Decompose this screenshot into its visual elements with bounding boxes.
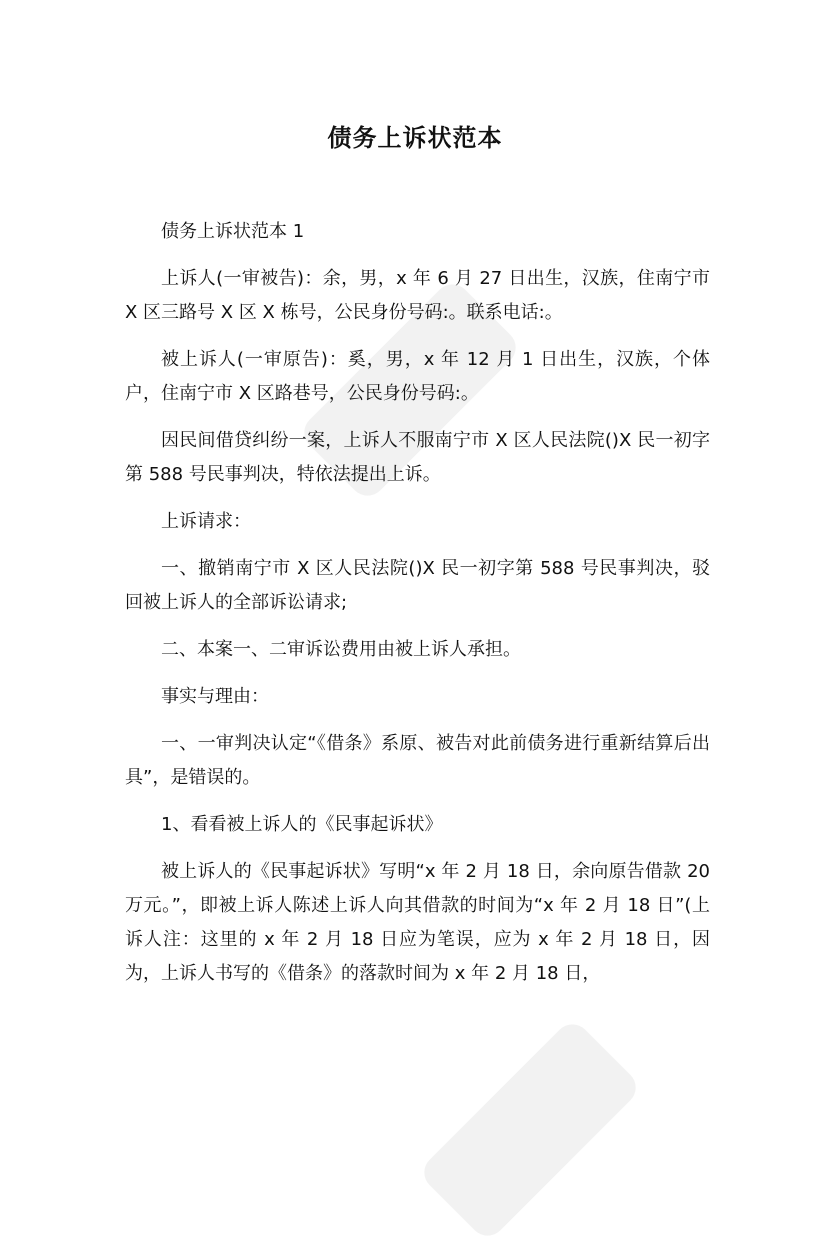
paragraph-appeal-requests-heading: 上诉请求： (161, 511, 251, 532)
watermark-shape (417, 1017, 643, 1243)
paragraph-fact-1: 一、一审判决认定“《借条》系原、被告对此前债务进行重新结算后出具”，是错误的。 (125, 733, 710, 788)
paragraph-case-intro: 因民间借贷纠纷一案，上诉人不服南宁市 X 区人民法院()X 民一初字第 588 号民事判决，特依法提出上诉。 (125, 430, 710, 485)
paragraph-request-1: 一、撤销南宁市 X 区人民法院()X 民一初字第 588 号民事判决，驳回被上诉人的全部诉讼请求; (125, 558, 710, 613)
paragraph-complaint-detail: 被上诉人的《民事起诉状》写明“x 年 2 月 18 日，余向原告借款 20 万元。”，即被上诉人陈述上诉人向其借款的时间为“x 年 2 月 18 日”(上诉人注：这里的 x 年 2 月 18 日应为笔误，应为 x 年 2 月 18 日，因为，上诉人书写的《借条》的落款时间为 x 年 2 月 18 日， (125, 861, 710, 984)
paragraph-facts-heading: 事实与理由： (161, 686, 269, 707)
watermark-mark-lower (420, 1080, 640, 1180)
paragraph-appellee: 被上诉人(一审原告)：奚，男，x 年 12 月 1 日出生，汉族，个体户，住南宁市 X 区路巷号，公民身份号码:。 (125, 349, 710, 404)
document-body (125, 215, 710, 1004)
paragraph-request-2: 二、本案一、二审诉讼费用由被上诉人承担。 (161, 639, 521, 660)
document-title: 债务上诉状范本 (327, 124, 503, 152)
paragraph-heading-1: 债务上诉状范本 1 (161, 221, 305, 242)
paragraph-subheading-1: 1、看看被上诉人的《民事起诉状》 (161, 814, 443, 835)
paragraph-appellant: 上诉人(一审被告)：余，男，x 年 6 月 27 日出生，汉族，住南宁市 X 区三路号 X 区 X 栋号，公民身份号码:。联系电话:。 (125, 268, 710, 323)
